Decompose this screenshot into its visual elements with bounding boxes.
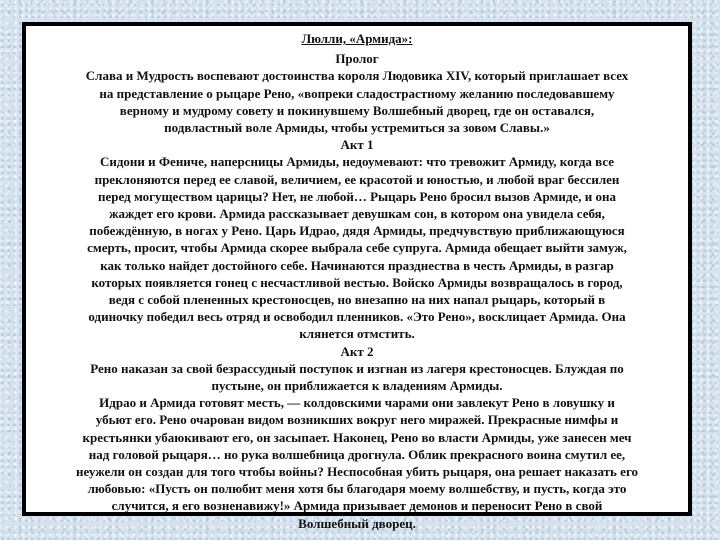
text-line: смерть, просит, чтобы Армида скорее выбрала себе супруга. Армида обещает выйти замуж, (87, 240, 627, 256)
text-line: преклоняются перед ее славой, величием, ее красотой и юностью, и любой враг бессилен (94, 171, 620, 187)
slide-frame (22, 22, 692, 531)
text-line: на представление о рыцаре Рено, «вопреки сладострастному желанию последовавшему (99, 85, 615, 101)
slide-text (34, 30, 680, 532)
text-line: побеждённую, в ногах у Рено. Царь Идрао, дядя Армиды, предчувствую приближающуюся (89, 223, 625, 239)
text-line: Сидони и Фениче, наперсницы Армиды, недоумевают: что тревожит Армиду, когда все (99, 154, 615, 170)
text-line: клянется отмстить. (299, 326, 415, 342)
text-line: Идрао и Армида готовят месть, — колдовскими чарами они завлекут Рено в ловушку и (99, 395, 615, 411)
text-line: подвластный воле Армиды, чтобы устремиться за зовом Славы.» (164, 120, 550, 136)
text-line: случится, я его возненавижу!» Армида призывает демонов и переносит Рено в свой (111, 498, 603, 514)
text-line: одиночку победил весь отряд и освободил пленников. «Это Рено», восклицает Армида. Она (88, 309, 626, 325)
text-line: убьют его. Рено очарован видом возникших вокруг него миражей. Прекрасные нимфы и (95, 412, 619, 428)
text-line: Акт 1 (340, 137, 374, 153)
slide-title: Люлли, «Армида»: (301, 31, 413, 46)
text-line: перед могуществом царицы? Нет, не любой… Рыцарь Рено бросил вызов Армиде, и она (98, 188, 616, 204)
text-line: Рено наказан за свой безрассудный поступок и изгнан из лагеря крестоносцев. Блуждая по (90, 360, 624, 376)
text-line: как только найдет достойного себе. Начинаются празднества в честь Армиды, в разгар (100, 257, 614, 273)
text-line: которых появляется гонец с несчастливой вестью. Войско Армиды возвращалось в город, (91, 274, 623, 290)
text-line: ведя с собой плененных крестоносцев, но внезапно на них напал рыцарь, который в (108, 292, 606, 308)
text-line: неужели он создан для того чтобы войны? Неспособная убить рыцаря, она решает наказать его (75, 464, 639, 480)
text-line: жаждет его крови. Армида рассказывает девушкам сон, в котором она увидела себя, (109, 206, 605, 222)
text-line: Пролог (335, 51, 379, 67)
text-line: над головой рыцаря… но рука волшебница дрогнула. Облик прекрасного воина смутил ее, (88, 446, 626, 462)
text-line: любовью: «Пусть он полюбит меня хотя бы благодаря моему волшебству, и пусть, когда это (87, 481, 627, 497)
text-line: Акт 2 (340, 343, 374, 359)
text-line: верному и мудрому совету и покинувшему Волшебный дворец, где он оставался, (119, 102, 595, 118)
text-line: пустыне, он приближается к владениям Армиды. (211, 378, 503, 394)
text-line: Слава и Мудрость воспевают достоинства короля Людовика XIV, который приглашает всех (85, 68, 629, 84)
text-line: крестьянки убаюкивают его, он засыпает. Наконец, Рено во власти Армиды, уже занесен меч (82, 429, 632, 445)
text-line: Волшебный дворец. (298, 515, 416, 531)
